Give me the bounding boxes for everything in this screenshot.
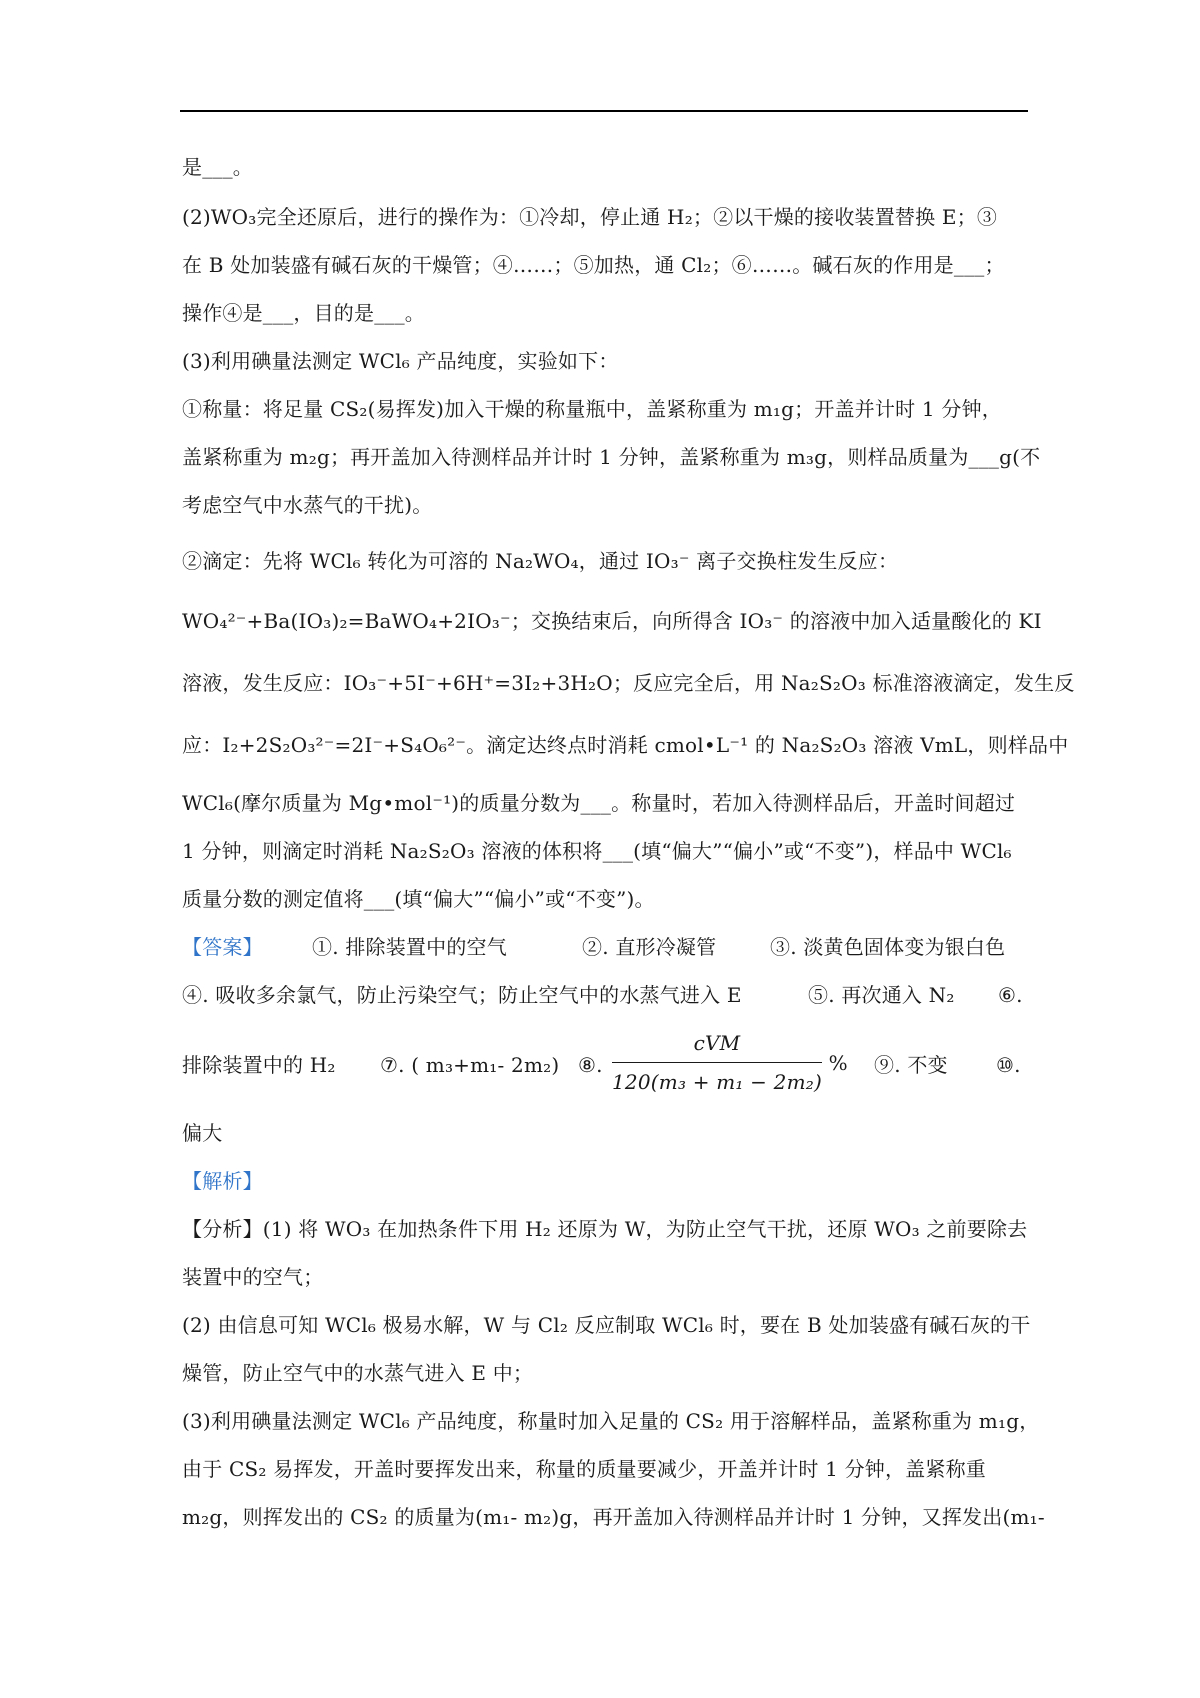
answer-item: 排除装置中的 H₂ — [182, 1053, 336, 1077]
text-line: (2) 由信息可知 WCl₆ 极易水解，W 与 Cl₂ 反应制取 WCl₆ 时，要在 B 处加装盛有碱石灰的干 — [182, 1313, 1031, 1337]
text-line: (3)利用碘量法测定 WCl₆ 产品纯度，实验如下： — [182, 349, 619, 373]
text-line: (2)WO₃完全还原后，进行的操作为：①冷却，停止通 H₂；②以干燥的接收装置替换 E；③ — [182, 205, 998, 229]
text-line: m₂g，则挥发出的 CS₂ 的质量为(m₁- m₂)g，再开盖加入待测样品并计时 1 分钟，又挥发出(m₁- — [182, 1505, 1045, 1529]
text-line: 盖紧称重为 m₂g；再开盖加入待测样品并计时 1 分钟，盖紧称重为 m₃g，则样品质量为___g(不 — [182, 445, 1041, 469]
answer-item: ②. 直形冷凝管 — [582, 935, 717, 959]
text-line: WO₄²⁻+Ba(IO₃)₂=BaWO₄+2IO₃⁻；交换结束后，向所得含 IO₃⁻ 的溶液中加入适量酸化的 KI — [182, 609, 1042, 633]
text-line: 在 B 处加装盛有碱石灰的干燥管；④……；⑤加热，通 Cl₂；⑥……。碱石灰的作用是___； — [182, 253, 1005, 277]
text-line: 1 分钟，则滴定时消耗 Na₂S₂O₃ 溶液的体积将___(填“偏大”“偏小”或“不变”)，样品中 WCl₆ — [182, 839, 1012, 863]
answer-item: ⑦. ( m₃+m₁- 2m₂) — [380, 1053, 560, 1077]
fraction-denominator: 120(m₃ + m₁ − 2m₂) — [612, 1070, 822, 1094]
answer-item: ⑤. 再次通入 N₂ — [808, 983, 955, 1007]
text-line: 【分析】(1) 将 WO₃ 在加热条件下用 H₂ 还原为 W，为防止空气干扰，还原 WO₃ 之前要除去 — [182, 1217, 1028, 1241]
text-line: 燥管，防止空气中的水蒸气进入 E 中； — [182, 1361, 534, 1385]
answer-tag: 【答案】 — [182, 935, 263, 959]
text-line: 装置中的空气； — [182, 1265, 324, 1289]
percent-sign: % — [828, 1050, 848, 1075]
answer-item: ⑧. — [578, 1053, 603, 1077]
answer-item: ④. 吸收多余氯气，防止污染空气；防止空气中的水蒸气进入 E — [182, 983, 742, 1007]
text-line: 操作④是___，目的是___。 — [182, 301, 425, 325]
text-line: ②滴定：先将 WCl₆ 转化为可溶的 Na₂WO₄，通过 IO₃⁻ 离子交换柱发生反应： — [182, 549, 899, 573]
answer-item: ⑨. 不变 — [874, 1053, 948, 1077]
answer-item: ⑥. — [998, 983, 1023, 1007]
answer-item: ⑩. — [996, 1053, 1021, 1077]
text-line: 应：I₂+2S₂O₃²⁻=2I⁻+S₄O₆²⁻。滴定达终点时消耗 cmol•L⁻¹ 的 Na₂S₂O₃ 溶液 VmL，则样品中 — [182, 733, 1069, 757]
header-rule — [180, 110, 1028, 112]
answer-item: ①. 排除装置中的空气 — [312, 935, 507, 959]
text-line: 由于 CS₂ 易挥发，开盖时要挥发出来，称量的质量要减少，开盖并计时 1 分钟，盖紧称重 — [182, 1457, 986, 1481]
text-line: (3)利用碘量法测定 WCl₆ 产品纯度，称量时加入足量的 CS₂ 用于溶解样品，盖紧称重为 m₁g， — [182, 1409, 1040, 1433]
text-line: WCl₆(摩尔质量为 Mg•mol⁻¹)的质量分数为___。称量时，若加入待测样品后，开盖时间超过 — [182, 791, 1016, 815]
answer-item: ③. 淡黄色固体变为银白色 — [770, 935, 1006, 959]
formula-fraction — [612, 1031, 862, 1104]
text-line: 是___。 — [182, 155, 253, 179]
text-line: 质量分数的测定值将___(填“偏大”“偏小”或“不变”)。 — [182, 887, 655, 911]
text-line: 考虑空气中水蒸气的干扰)。 — [182, 493, 433, 517]
answer-item: 偏大 — [182, 1121, 223, 1145]
text-line: ①称量：将足量 CS₂(易挥发)加入干燥的称量瓶中，盖紧称重为 m₁g；开盖并计时 1 分钟， — [182, 397, 1002, 421]
text-line: 溶液，发生反应：IO₃⁻+5I⁻+6H⁺=3I₂+3H₂O；反应完全后，用 Na₂S₂O₃ 标准溶液滴定，发生反 — [182, 671, 1075, 695]
fraction-numerator: cVM — [612, 1028, 822, 1063]
analysis-tag: 【解析】 — [182, 1169, 263, 1193]
